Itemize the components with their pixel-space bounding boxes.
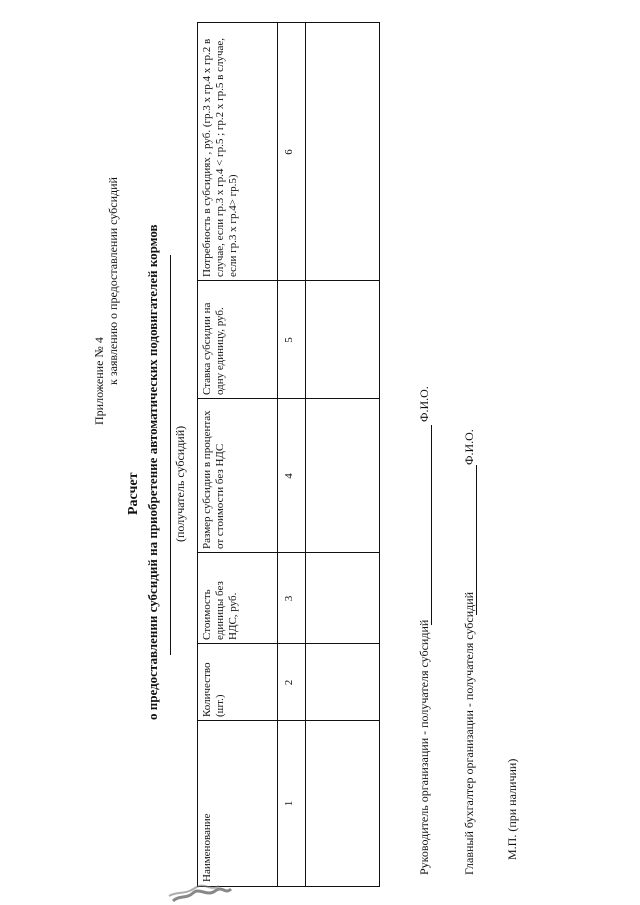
recipient-caption: (получатель субсидий)	[173, 425, 187, 542]
table-header-cell: Ставка субсидии на одну единицу, руб.	[201, 302, 226, 395]
document-subtitle: о предоставлении субсидий на приобретение автоматических подовигателей кормов	[145, 224, 160, 720]
accountant-fio-label: Ф.И.О.	[462, 429, 476, 465]
appendix-subtitle: к заявлению о предоставлении субсидий	[106, 177, 120, 385]
head-signature-label: Руководитель организации - получателя субсидий	[417, 619, 431, 875]
head-fio-label: Ф.И.О.	[417, 386, 431, 422]
table-column-number: 6	[283, 149, 295, 155]
table-header-cell: Наименование	[201, 813, 213, 882]
calculation-table	[197, 22, 380, 887]
accountant-signature-line	[476, 465, 477, 615]
appendix-number: Приложение № 4	[92, 337, 106, 425]
table-column-number: 1	[283, 800, 295, 807]
table-column-number: 4	[283, 473, 295, 479]
table-header-cell: Количество (шт.)	[201, 662, 226, 717]
table-header-cell: Стоимость единицы без НДС, руб.	[201, 581, 239, 640]
stamp-note: М.П. (при наличии)	[505, 758, 519, 860]
table-column-number: 3	[283, 595, 295, 602]
document-title: Расчет	[126, 472, 141, 515]
table-column-number: 2	[283, 679, 295, 686]
head-signature-line	[431, 425, 432, 625]
table-row-divider	[305, 23, 306, 886]
scan-artifact-icon	[165, 875, 235, 905]
accountant-signature-label: Главный бухгалтер организации - получателя субсидий	[462, 591, 476, 875]
recipient-blank-line	[170, 255, 171, 655]
table-row-divider	[277, 23, 278, 886]
table-column-number: 5	[283, 337, 295, 343]
table-header-cell: Потребность в субсидиях , руб. (гр.3 x гр.4 x гр.2 в случае, если гр.3 x гр.4 < гр.5 ; гр.2 x гр.5 в случае, если гр.3 x гр.4> гр.5)	[201, 37, 239, 277]
table-header-cell: Размер субсидии в процентах от стоимости без НДС	[201, 410, 226, 549]
